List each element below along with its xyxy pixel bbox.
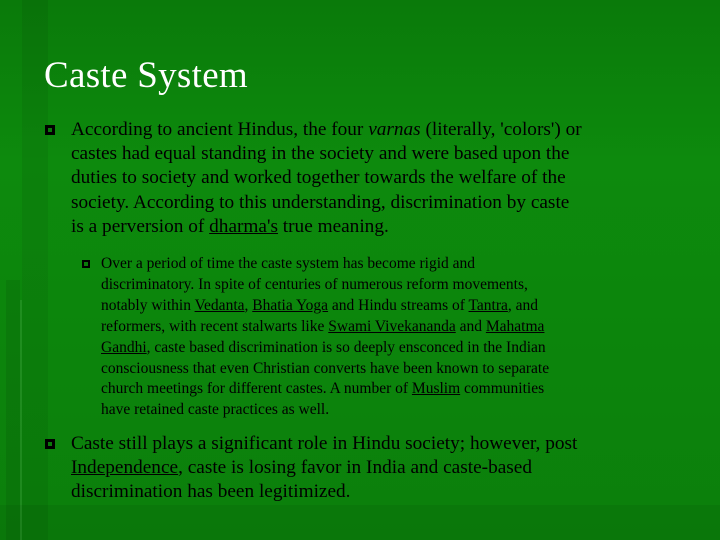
square-bullet-icon	[45, 125, 55, 135]
text-line: Gandhi, caste based discrimination is so deeply ensconced in the Indian	[101, 338, 546, 356]
tantra-link[interactable]: Tantra	[468, 296, 508, 314]
square-bullet-icon	[45, 439, 55, 449]
bullet-paragraph-2	[71, 432, 691, 505]
text-line: According to ancient Hindus, the four varnas (literally, 'colors') or	[71, 119, 582, 140]
text-line: society. According to this understanding, discrimination by caste	[71, 191, 570, 213]
mahatma-gandhi-link[interactable]: Mahatma	[485, 317, 545, 335]
text-line: discrimination has been legitimized.	[71, 481, 351, 503]
bhatia-yoga-link[interactable]: Bhatia Yoga	[252, 296, 329, 314]
text-line: is a perversion of dharma's true meaning.	[71, 215, 389, 237]
text-line: Over a period of time the caste system has become rigid and	[101, 255, 476, 272]
sub-bullet-paragraph	[101, 254, 681, 421]
text-line: church meetings for different castes. A number of Muslim communities	[101, 380, 545, 398]
text-line: castes had equal standing in the society and were based upon the	[71, 143, 570, 165]
mahatma-gandhi-link[interactable]: Gandhi	[101, 338, 147, 356]
text-line: discriminatory. In spite of centuries of numerous reform movements,	[101, 275, 528, 293]
vedanta-link[interactable]: Vedanta	[194, 296, 245, 314]
muslim-link[interactable]: Muslim	[411, 380, 461, 398]
dharma-link[interactable]: dharma's	[209, 215, 278, 237]
square-bullet-icon	[82, 260, 90, 268]
text-line: Independence, caste is losing favor in India and caste-based	[71, 457, 532, 479]
background-stripe	[6, 280, 20, 540]
text-line: duties to society and worked together towards the welfare of the	[71, 167, 566, 189]
bullet-paragraph-1	[71, 118, 691, 239]
background-band	[0, 505, 720, 540]
text-line: have retained caste practices as well.	[101, 401, 330, 419]
varnas-term: varnas	[368, 119, 421, 140]
slide-title: Caste System	[44, 55, 249, 96]
background-stripe	[20, 300, 22, 540]
text-line: reformers, with recent stalwarts like Swami Vivekananda and Mahatma	[101, 317, 545, 335]
text-line: consciousness that even Christian converts have been known to separate	[101, 359, 550, 377]
text-line: notably within Vedanta, Bhatia Yoga and Hindu streams of Tantra, and	[101, 296, 539, 314]
swami-vivekananda-link[interactable]: Swami Vivekananda	[328, 317, 456, 335]
independence-link[interactable]: Independence	[71, 457, 179, 479]
text-line: Caste still plays a significant role in Hindu society; however, post	[71, 433, 578, 454]
